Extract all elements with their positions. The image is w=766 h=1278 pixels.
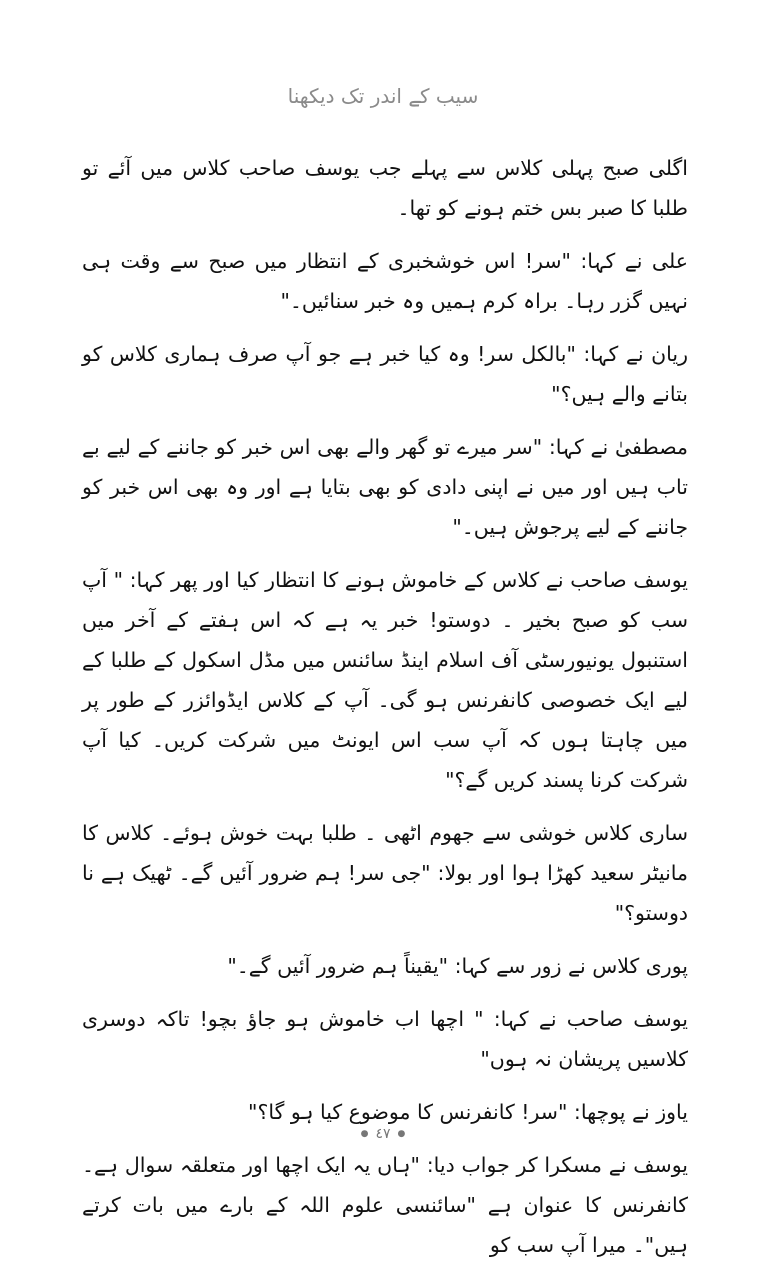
paragraph: اگلی صبح پہلی کلاس سے پہلے جب یوسف صاحب کلاس میں آئے تو طلبا کا صبر بس ختم ہونے کو تھا۔: [82, 156, 688, 220]
paragraph: ریان نے کہا: "بالکل سر! وہ کیا خبر ہے جو آپ صرف ہماری کلاس کو بتانے والے ہیں؟": [82, 342, 688, 406]
running-title: سیب کے اندر تک دیکھنا: [287, 84, 479, 108]
paragraph: پوری کلاس نے زور سے کہا: "یقیناً ہم ضرور آئیں گے۔": [227, 954, 688, 978]
paragraph: یوسف صاحب نے کلاس کے خاموش ہونے کا انتظار کیا اور پھر کہا: " آپ سب کو صبح بخیر ۔ دوستو! خبر یہ ہے کہ اس ہفتے کے آخر میں استنبول یونیورسٹی آف اسلام اینڈ سائنس میں مڈل اسکول کے طلبا کے لیے ایک خصوصی کانفرنس ہو گی۔ آپ کے کلاس ایڈوائزر کے طور پر میں چاہتا ہوں کہ آپ سب اس ایونٹ میں شرکت کریں۔ کیا آپ شرکت کرنا پسند کریں گے؟": [82, 568, 688, 792]
paragraph: یاوز نے پوچھا: "سر! کانفرنس کا موضوع کیا ہو گا؟": [248, 1100, 688, 1124]
body-text: [82, 148, 688, 1278]
paragraph: مصطفیٰ نے کہا: "سر میرے تو گھر والے بھی اس خبر کو جاننے کے لیے بے تاب ہیں اور میں نے اپنی دادی کو بھی بتایا ہے اور وہ بھی اس خبر کو جاننے کے لیے پرجوش ہیں۔": [82, 435, 688, 539]
page-number-footer: [0, 1126, 766, 1142]
paragraph: ساری کلاس خوشی سے جھوم اٹھی ۔ طلبا بہت خوش ہوئے۔ کلاس کا مانیٹر سعید کھڑا ہوا اور بولا: "جی سر! ہم ضرور آئیں گے۔ ٹھیک ہے نا دوستو؟": [82, 821, 688, 925]
paragraph: علی نے کہا: "سر! اس خوشخبری کے انتظار میں صبح سے وقت ہی نہیں گزر رہا۔ براہ کرم ہمیں وہ خبر سنائیں۔": [82, 249, 688, 313]
paragraph: یوسف نے مسکرا کر جواب دیا: "ہاں یہ ایک اچھا اور متعلقہ سوال ہے۔ کانفرنس کا عنوان ہے "سائنسی علوم اللہ کے بارے میں بات کرتے ہیں"۔ میرا آپ سب کو: [82, 1153, 688, 1257]
paragraph: یوسف صاحب نے کہا: " اچھا اب خاموش ہو جاؤ بچو! تاکہ دوسری کلاسیں پریشان نہ ہوں": [82, 1007, 688, 1071]
bullet-icon: ●: [397, 1129, 406, 1139]
page-number: ٤٧: [375, 1126, 391, 1142]
bullet-icon: ●: [360, 1129, 369, 1139]
